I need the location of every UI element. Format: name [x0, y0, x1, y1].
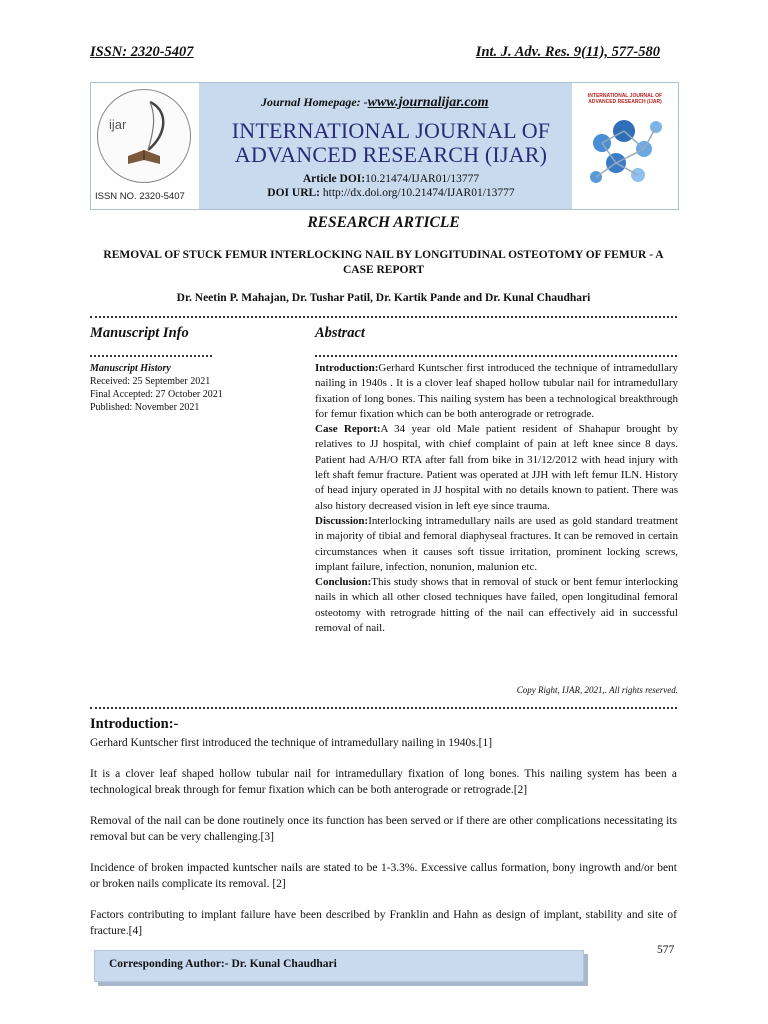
intro-paragraph: It is a clover leaf shaped hollow tubular nail for intramedullary fixation of long bones. This nailing system has been a technological break through for femur fixation which can be both anterograde or retrograde.[2]	[90, 768, 677, 796]
copyright-notice: Copy Right, IJAR, 2021,. All rights reserved.	[516, 685, 678, 695]
introduction-body	[90, 735, 677, 954]
abstract-case-report: Case Report:A 34 year old Male patient resident of Shahapur brought by relatives to JJ hospital, with chief complaint of pain at left knee since 8 days. Patient had A/H/O RTA after fall from bike in 31/12/2012 with head injury with left shaft femur fracture. Patient was operated at JJH with left femur ILN. History of head injury operated in JJ hospital with no details known to patient. There was also history decreased vision in left eye since trauma.	[315, 423, 678, 512]
manuscript-info-divider	[90, 355, 212, 357]
manuscript-info-heading: Manuscript Info	[90, 325, 189, 341]
article-type: RESEARCH ARTICLE	[307, 214, 460, 231]
doi-label: Article DOI:	[302, 173, 366, 185]
doi-value: 10.21474/IJAR01/13777	[365, 173, 480, 185]
journal-homepage	[261, 95, 489, 111]
intro-paragraph: Gerhard Kuntscher first introduced the technique of intramedullary nailing in 1940s.[1]	[90, 737, 493, 749]
accepted-date: Final Accepted: 27 October 2021	[90, 389, 223, 400]
separator-top	[90, 316, 677, 318]
logo-circle	[97, 89, 191, 183]
published-date: Published: November 2021	[90, 402, 200, 413]
journal-title: INTERNATIONAL JOURNAL OF ADVANCED RESEARCH (IJAR)	[231, 118, 551, 167]
intro-paragraph: Removal of the nail can be done routinely once its function has been served or if there are other complications necessitating its removal but can be very challenging.[3]	[90, 815, 677, 843]
logo-wordmark: ijar	[109, 117, 127, 132]
intro-paragraph: Factors contributing to implant failure have been described by Franklin and Hahn as design of implant, stability and site of fracture.[4]	[90, 909, 677, 937]
running-header-citation: Int. J. Adv. Res. 9(11), 577-580	[475, 44, 660, 60]
abstract-conclusion: Conclusion:This study shows that in removal of stuck or bent femur interlocking nails in which all other closed techniques have failed, open longitudinal femoral osteotomy with retrograde hitting of the nail can effectively aid in successful removal of nail.	[315, 576, 678, 635]
manuscript-history	[90, 362, 223, 414]
homepage-label: Journal Homepage: -	[261, 95, 368, 109]
page-number: 577	[657, 944, 675, 956]
introduction-heading: Introduction:-	[90, 716, 179, 732]
corresponding-author-box	[94, 950, 584, 982]
manuscript-history-label: Manuscript History	[90, 363, 171, 374]
abstract-discussion: Discussion:Interlocking intramedullary nails are used as gold standard treatment in majority of tibial and femoral diaphyseal fractures. It can be removed in certain circumstances when it causes soft tissue irritation, prominent locking screws, implant failure, infection, nonunion, malunion etc.	[315, 514, 678, 573]
abstract-introduction: Introduction:Gerhard Kuntscher first introduced the technique of intramedullary nailing in 1940s . It is a clover leaf shaped hollow tubular nail for intramedullary fixation of long bones. This nailing system has been a technological breakthrough for femur fixation which can be both anterograde or retrograde.	[315, 362, 678, 420]
abstract-body	[315, 361, 678, 636]
cover-title: INTERNATIONAL JOURNAL OF ADVANCED RESEARCH (IJAR)	[587, 93, 663, 105]
journal-logo	[91, 83, 199, 209]
journal-cover-image	[572, 83, 678, 209]
separator-bottom	[90, 707, 677, 709]
corresponding-author: Corresponding Author:- Dr. Kunal Chaudhari	[109, 958, 337, 970]
logo-issn: ISSN NO. 2320-5407	[95, 191, 185, 202]
journal-banner	[90, 82, 679, 210]
received-date: Received: 25 September 2021	[90, 376, 211, 387]
running-header-issn: ISSN: 2320-5407	[90, 44, 194, 60]
quill-book-icon	[98, 90, 190, 182]
intro-paragraph: Incidence of broken impacted kuntscher nails are stated to be 1-3.3%. Excessive callus formation, bony ingrowth and/or bent or broken nails complicate its removal. [2]	[90, 862, 677, 890]
doi-url-label: DOI URL:	[267, 187, 321, 199]
homepage-link[interactable]: www.journalijar.com	[367, 95, 489, 110]
article-authors: Dr. Neetin P. Mahajan, Dr. Tushar Patil, Dr. Kartik Pande and Dr. Kunal Chaudhari	[176, 292, 591, 304]
article-title: REMOVAL OF STUCK FEMUR INTERLOCKING NAIL BY LONGITUDINAL OSTEOTOMY OF FEMUR - A CASE REPORT	[103, 249, 664, 276]
molecule-icon	[572, 83, 678, 209]
doi-block	[219, 172, 563, 200]
abstract-divider	[315, 355, 677, 357]
doi-url-link[interactable]: http://dx.doi.org/10.21474/IJAR01/13777	[322, 187, 515, 199]
abstract-heading: Abstract	[315, 325, 365, 341]
